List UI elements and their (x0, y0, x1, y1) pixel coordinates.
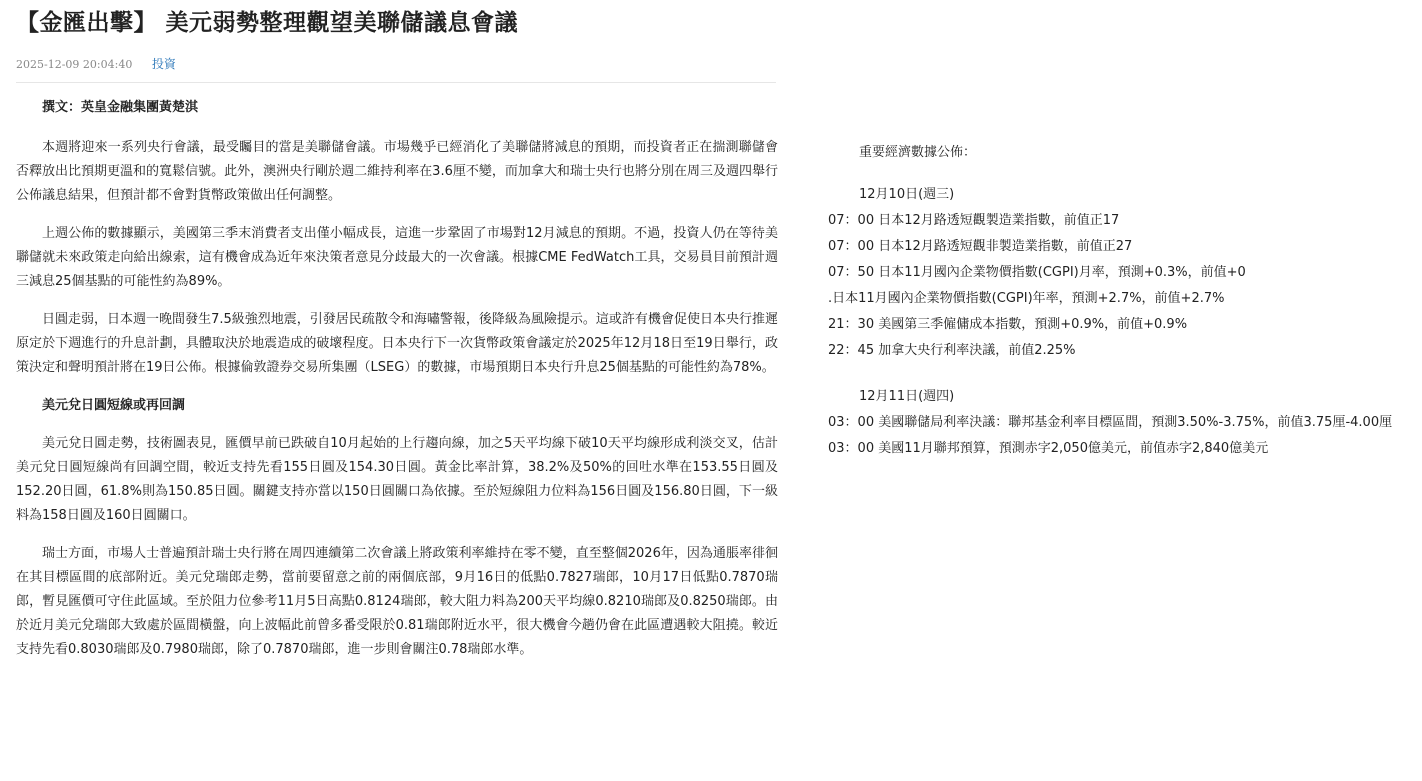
article-meta (16, 55, 176, 72)
calendar-event: 07：50 日本11月國內企業物價指數(CGPI)月率，預測+0.3%，前值+0 (828, 265, 1246, 280)
article-author: 撰文：英皇金融集團黃楚淇 (42, 100, 199, 115)
calendar-event: 21：30 美國第三季僱傭成本指數，預測+0.9%，前值+0.9% (828, 317, 1188, 332)
calendar-date: 12月10日(週三) (859, 187, 955, 202)
article-paragraph: 瑞士方面，市場人士普遍預計瑞士央行將在周四連續第二次會議上將政策利率維持在零不變，直至整個2026年，因為通脹率徘徊在其目標區間的底部附近。美元兌瑞郎走勢，當前要留意之前的兩個底部，9月16日的低點0.7827瑞郎，10月17日低點0.7870瑞郎，暫見匯價可守住此區域。至於阻力位參考11月5日高點0.8124瑞郎，較大阻力料為200天平均線0.8210瑞郎及0.8250瑞郎。由於近月美元兌瑞郎大致處於區間橫盤，向上波幅此前曾多番受限於0.81瑞郎附近水平，很大機會今趟仍會在此區遭遇較大阻撓。較近支持先看0.8030瑞郎及0.7980瑞郎，除了0.7870瑞郎，進一步則會關注0.78瑞郎水準。 (16, 546, 778, 657)
publish-datetime: 2025-12-09 20:04:40 (16, 58, 133, 71)
calendar-event: 07：00 日本12月路透短觀非製造業指數，前值正27 (828, 239, 1133, 254)
article-paragraph: 上週公佈的數據顯示，美國第三季末消費者支出僅小幅成長，這進一步鞏固了市場對12月減息的預期。不過，投資人仍在等待美聯儲就未來政策走向給出線索，這有機會成為近年來決策者意見分歧最大的一次會議。根據CME FedWatch工具，交易員目前預計週三減息25個基點的可能性約為89%。 (16, 226, 778, 289)
article-subheading: 美元兌日圓短線或再回調 (42, 398, 186, 413)
article-paragraph: 美元兌日圓走勢，技術圖表見，匯價早前已跌破自10月起始的上行趨向線，加之5天平均線下破10天平均線形成利淡交叉，估計美元兌日圓短線尚有回調空間，較近支持先看155日圓及154.30日圓。黃金比率計算，38.2%及50%的回吐水準在153.55日圓及152.20日圓，61.8%則為150.85日圓。關鍵支持亦當以150日圓關口為依據。至於短線阻力位料為156日圓及156.80日圓，下一級料為158日圓及160日圓關口。 (16, 436, 778, 523)
economic-calendar (828, 140, 1418, 462)
divider (16, 82, 776, 83)
calendar-date: 12月11日(週四) (859, 389, 955, 404)
category-link[interactable]: 投資 (151, 57, 176, 71)
calendar-event: .日本11月國內企業物價指數(CGPI)年率，預測+2.7%，前值+2.7% (828, 291, 1225, 306)
calendar-event: 03：00 美國聯儲局利率決議：聯邦基金利率目標區間，預測3.50%-3.75%，前值3.75厘-4.00厘 (828, 415, 1393, 430)
article-paragraph: 本週將迎來一系列央行會議，最受矚目的當是美聯儲會議。市場幾乎已經消化了美聯儲將減息的預期，而投資者正在揣測聯儲會否釋放出比預期更溫和的寬鬆信號。此外，澳洲央行剛於週二維持利率在3.6厘不變，而加拿大和瑞士央行也將分別在周三及週四舉行公佈議息結果，但預計都不會對貨幣政策做出任何調整。 (16, 140, 778, 203)
calendar-heading: 重要經濟數據公佈： (859, 145, 977, 160)
article-paragraph: 日圓走弱，日本週一晚間發生7.5級強烈地震，引發居民疏散令和海嘯警報，後降級為風險提示。這或許有機會促使日本央行推遲原定於下週進行的升息計劃，具體取決於地震造成的破壞程度。日本央行下一次貨幣政策會議定於2025年12月18日至19日舉行，政策決定和聲明預計將在19日公佈。根據倫敦證券交易所集團（LSEG）的數據，市場預期日本央行升息25個基點的可能性約為78%。 (16, 312, 778, 375)
article-body (16, 96, 778, 676)
calendar-event: 07：00 日本12月路透短觀製造業指數，前值正17 (828, 213, 1120, 228)
calendar-event: 22：45 加拿大央行利率決議，前值2.25% (828, 343, 1076, 358)
article-title: 【金匯出擊】 美元弱勢整理觀望美聯儲議息會議 (16, 10, 519, 36)
spacer (828, 364, 1418, 378)
calendar-event: 03：00 美國11月聯邦預算，預測赤字2,050億美元，前值赤字2,840億美元 (828, 441, 1269, 456)
